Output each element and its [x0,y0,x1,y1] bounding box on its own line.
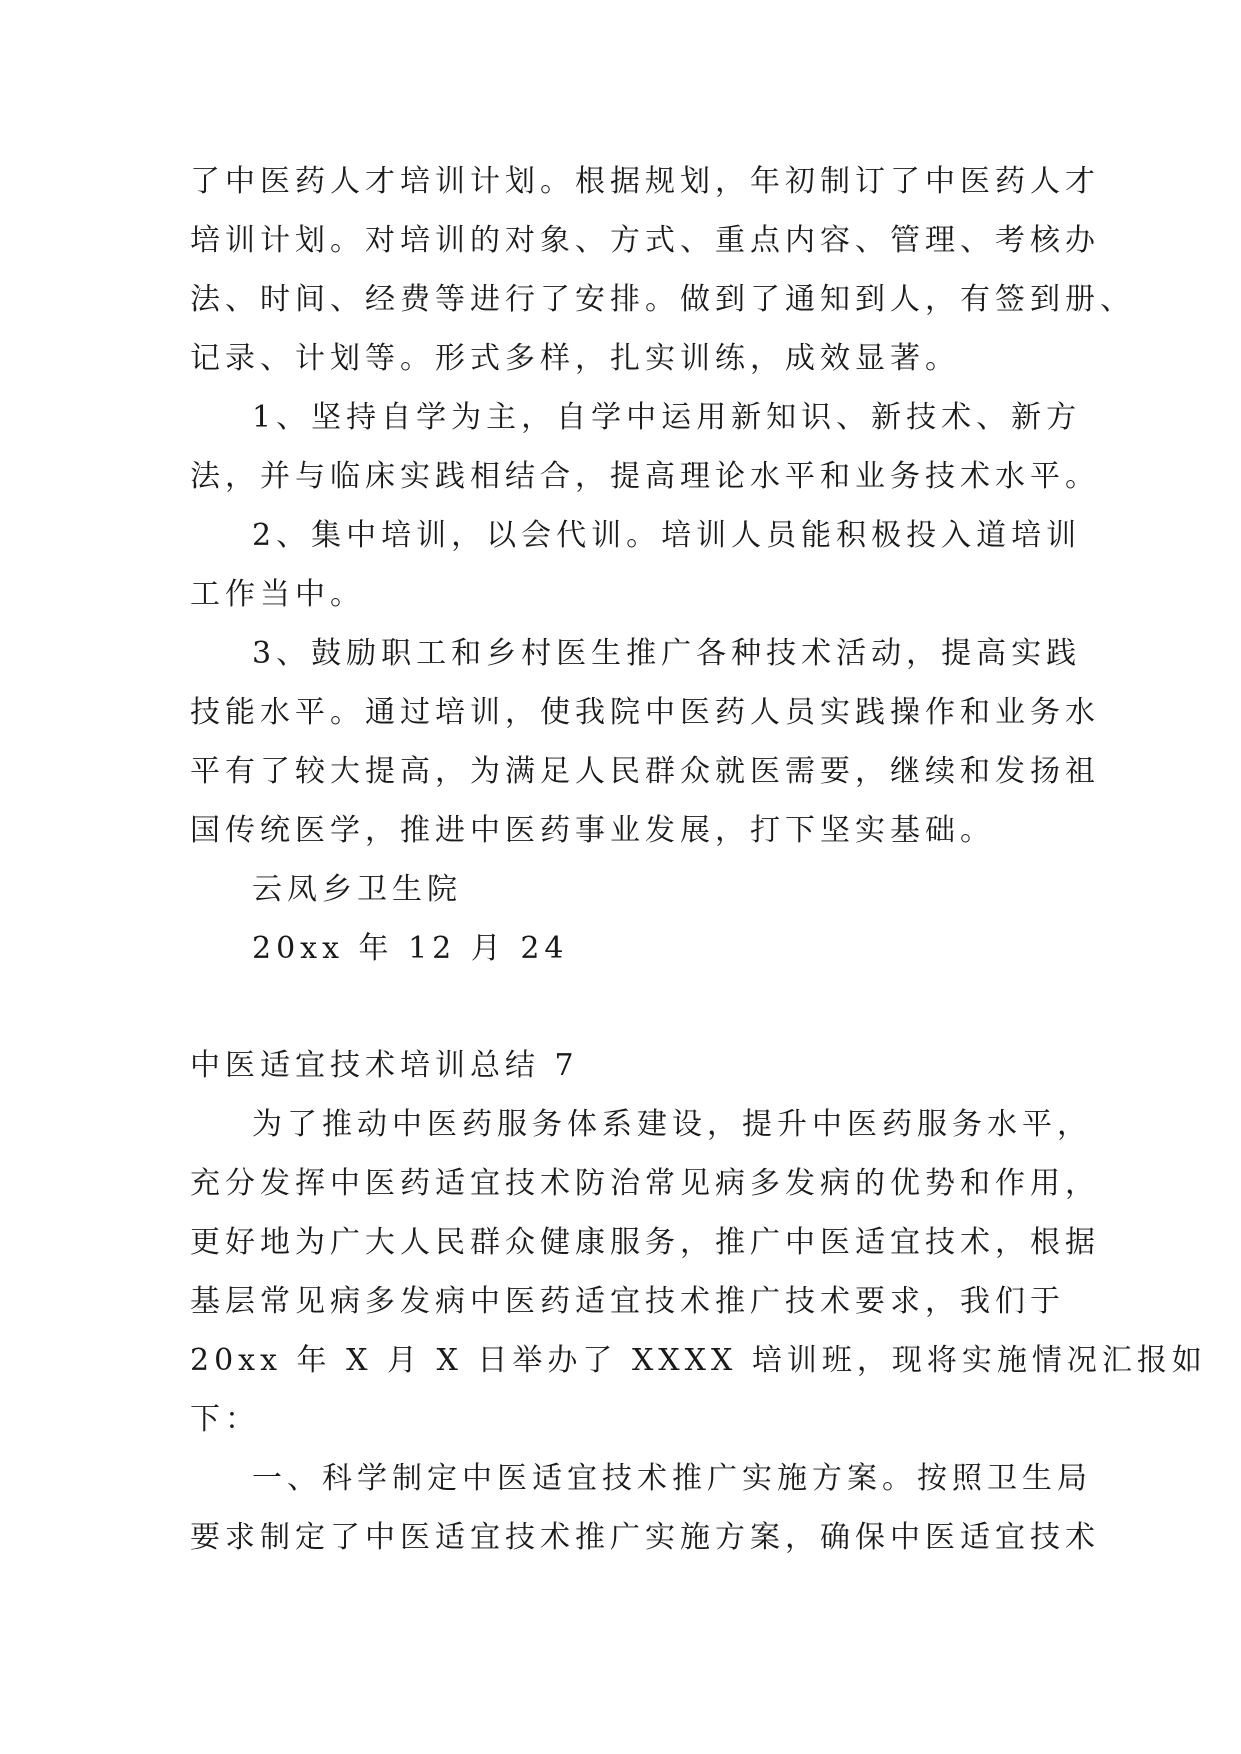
body-text-line: 下： [190,1402,260,1437]
signature-date: 20xx 年 12 月 24 [252,931,569,966]
signature-organization: 云凤乡卫生院 [252,872,462,907]
body-text-line: 充分发挥中医药适宜技术防治常见病多发病的优势和作用， [190,1166,1100,1201]
list-item-text: 平有了较大提高，为满足人民群众就医需要，继续和发扬祖 [190,754,1100,789]
body-text-line: 了中医药人才培训计划。根据规划，年初制订了中医药人才 [190,164,1100,199]
list-item-text: 法，并与临床实践相结合，提高理论水平和业务技术水平。 [190,459,1100,494]
body-text-line: 20xx 年 X 月 X 日举办了 XXXX 培训班，现将实施情况汇报如 [190,1343,1207,1378]
body-text-line: 培训计划。对培训的对象、方式、重点内容、管理、考核办 [190,223,1100,258]
body-text-line: 更好地为广大人民群众健康服务，推广中医适宜技术，根据 [190,1225,1100,1260]
body-text-line: 基层常见病多发病中医药适宜技术推广技术要求，我们于 [190,1284,1065,1319]
section-title: 中医适宜技术培训总结 7 [190,1048,579,1083]
list-item-text: 技能水平。通过培训，使我院中医药人员实践操作和业务水 [190,695,1100,730]
list-item-text: 2、集中培训，以会代训。培训人员能积极投入道培训 [252,518,1082,553]
body-text-line: 一、科学制定中医适宜技术推广实施方案。按照卫生局 [252,1461,1092,1496]
list-item-text: 3、鼓励职工和乡村医生推广各种技术活动，提高实践 [252,636,1082,671]
list-item-text: 工作当中。 [190,577,365,612]
list-item-text: 国传统医学，推进中医药事业发展，打下坚实基础。 [190,813,995,848]
list-item-text: 1、坚持自学为主，自学中运用新知识、新技术、新方 [252,400,1082,435]
body-text-line: 要求制定了中医适宜技术推广实施方案，确保中医适宜技术 [190,1520,1100,1555]
body-text-line: 为了推动中医药服务体系建设，提升中医药服务水平， [252,1107,1092,1142]
body-text-line: 法、时间、经费等进行了安排。做到了通知到人，有签到册、 [190,282,1135,317]
body-text-line: 记录、计划等。形式多样，扎实训练，成效显著。 [190,341,960,376]
